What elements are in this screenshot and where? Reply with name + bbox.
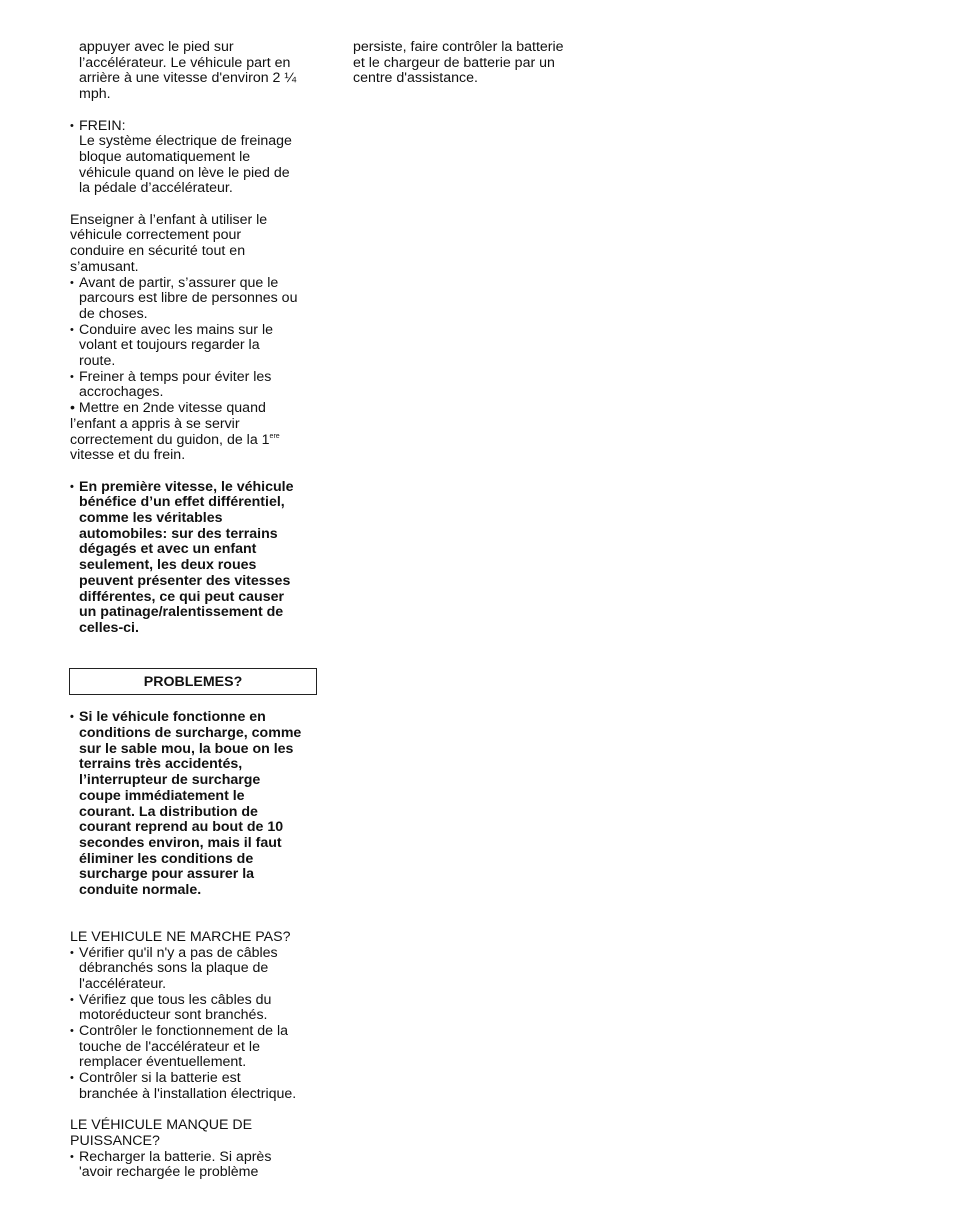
second-speed-text: Mettre en 2nde vitesse quand l’enfant a appris à se servir correctement du guidon, de la 1	[70, 400, 270, 448]
list-item: • Contrôler si la batterie est branchée à l'installation électrique.	[70, 1071, 322, 1102]
brake-label: FREIN:	[79, 117, 126, 134]
list-item: • Contrôler le fonctionnement de la touche de l'accélérateur et le remplacer éventuellement.	[70, 1024, 322, 1071]
power-item-continued: persiste, faire contrôler la batterie et le chargeur de batterie par un centre d'assistance.	[353, 39, 564, 87]
reverse-instructions: appuyer avec le pied sur l’accélérateur. Le véhicule part en arrière à une vitesse d'environ 2 ¼ mph.	[79, 39, 297, 103]
list-item: • Conduire avec les mains sur le volant et toujours regarder la route.	[70, 323, 322, 370]
brake-text: Le système électrique de freinage bloque automatiquement le véhicule quand on lève le pied de la pédale d’accélérateur.	[79, 133, 292, 197]
list-item: • Freiner à temps pour éviter les accrochages.	[70, 370, 322, 401]
no-run-heading: LE VEHICULE NE MARCHE PAS?	[70, 928, 291, 945]
right-column	[353, 40, 613, 87]
list-item: • Vérifier qu'il n'y a pas de câbles débranchés sons la plaque de l'accélérateur.	[70, 946, 322, 993]
list-item: • Avant de partir, s’assurer que le parcours est libre de personnes ou de choses.	[70, 276, 322, 323]
list-item: • Vérifiez que tous les câbles du motoréducteur sont branchés.	[70, 993, 322, 1024]
second-speed-note: • Mettre en 2nde vitesse quand l’enfant a appris à se servir correctement du guidon, de la 1ere vitesse et du frein.	[70, 400, 280, 464]
left-column	[70, 40, 322, 1181]
differential-warning: • En première vitesse, le véhicule bénéfice d’un effet différentiel, comme les véritables automobiles: sur des terrains dégagés et avec un enfant seulement, les deux roues peuvent présenter des vitesses différentes, ce qui peut causer un patinage/ralentissement de celles-ci.	[70, 480, 322, 637]
list-item: • Recharger la batterie. Si après 'avoir rechargée le problème	[70, 1150, 322, 1181]
problems-heading: PROBLEMES?	[69, 668, 317, 695]
ordinal-superscript: ere	[269, 432, 280, 440]
second-speed-text-end: vitesse et du frein.	[70, 447, 186, 464]
power-heading: LE VÉHICULE MANQUE DE PUISSANCE?	[70, 1117, 253, 1149]
brake-item	[70, 119, 322, 135]
overload-warning: • Si le véhicule fonctionne en conditions de surcharge, comme sur le sable mou, la boue on les terrains très accidentés, l’interrupteur de surcharge coupe immédiatement le courant. La distribution de courant reprend au bout de 10 secondes environ, mais il faut éliminer les conditions de surcharge pour assurer la conduite normale.	[70, 710, 322, 898]
teach-intro: Enseigner à l’enfant à utiliser le véhicule correctement pour conduire en sécurité tout en s’amusant.	[70, 211, 268, 275]
